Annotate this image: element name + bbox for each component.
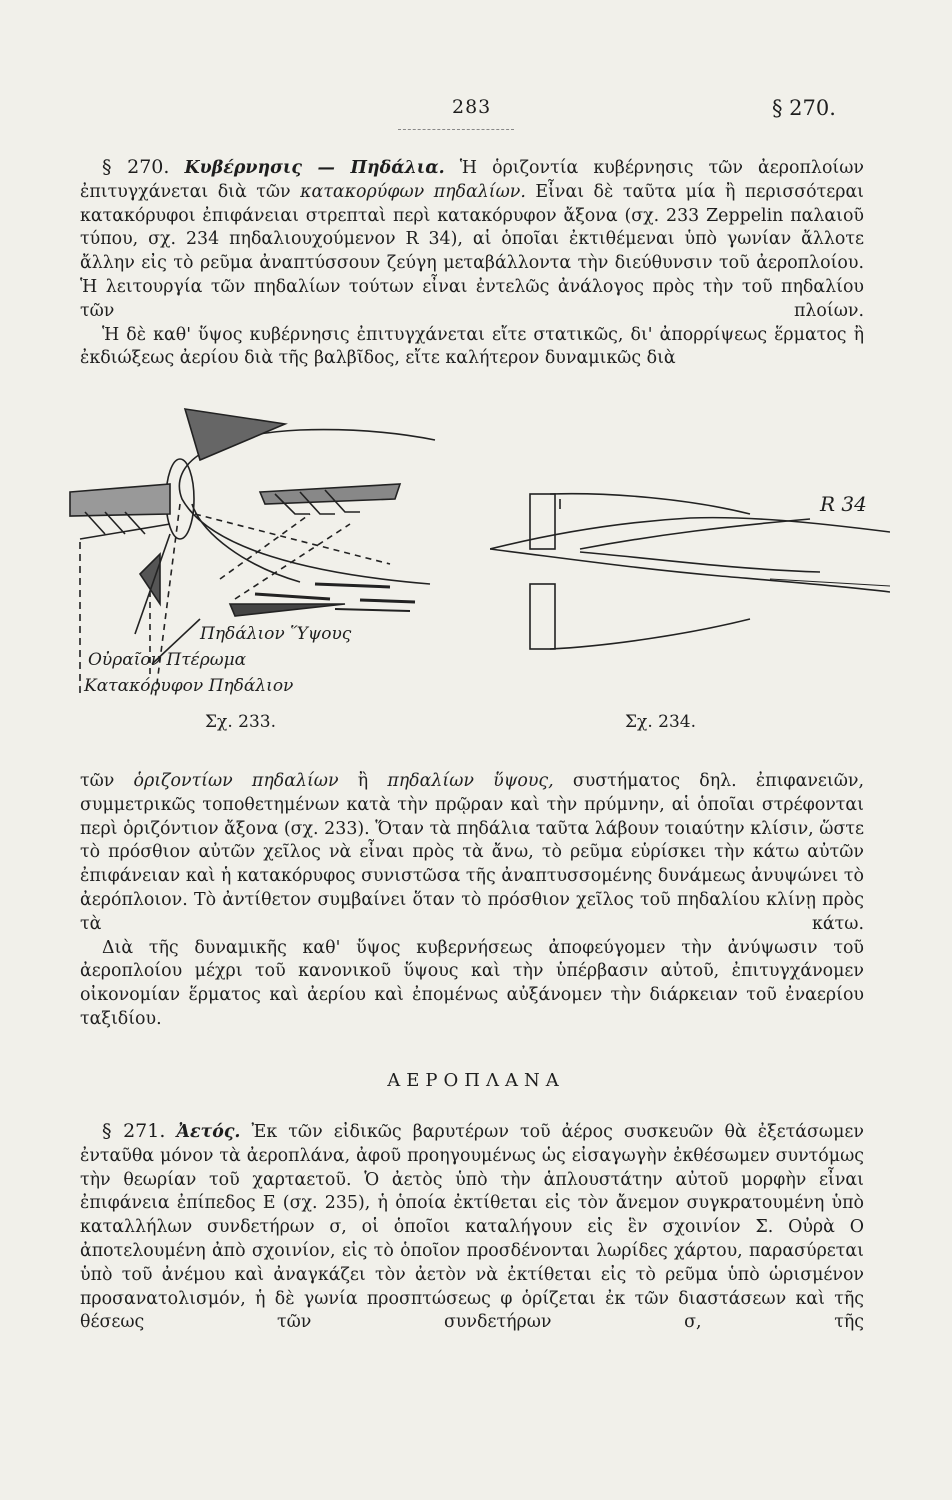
label-elevator: Πηδάλιον Ὕψους [200, 624, 352, 644]
cont-p1-c: συστήματος δηλ. ἐπιφανειῶν, συμμετρικῶς τοποθετημένων κατὰ τὴν πρῷραν καὶ τὴν πρύμνην, αἱ ὁποῖαι στρέφονται περὶ ὁριζόντιον ἄξονα (σχ. 233). Ὅταν τὰ πηδάλια ταῦτα λάβουν τοιαύτην κλίσιν, ὥστε τὸ πρόσθιον αὐτῶν χεῖλος νὰ εἶναι πρὸς τὰ ἄνω, τὸ ρεῦμα εὑρίσκει τὴν κάτω αὐτῶν ἐπιφάνειαν καὶ ἡ κατακόρυφος συνιστῶσα τῆς ἀναπτυσσομένης δυνάμεως ἀνυψώνει τὸ ἀερόπλοιον. Τὸ ἀντίθετον συμβαίνει ὅταν τὸ πρόσθιον χεῖλος τοῦ πηδαλίου κλίνῃ πρὸς τὰ κάτω. [80, 771, 865, 934]
s270-p1-a: Ἡ ὁριζοντία κυβέρνησις τῶν ἀεροπλοίων ἐπιτυγχάνεται διὰ τῶν [80, 158, 864, 202]
figure-233-zeppelin [60, 404, 440, 704]
s270-p2: Ἡ δὲ καθ' ὕψος κυβέρνησις ἐπιτυγχάνεται εἴτε στατικῶς, δι' ἀπορρίψεως ἕρματος ἢ ἐκδιώξεως ἀερίου διὰ τῆς βαλβῖδος, εἴτε καλήτερον δυναμικῶς διὰ [80, 324, 864, 369]
caption-figure-234: Σχ. 234. [625, 712, 696, 732]
section-271-text [80, 1120, 864, 1335]
cont-p1-a: τῶν [80, 771, 115, 791]
continued-paragraph-1 [80, 770, 864, 937]
running-header [0, 96, 952, 136]
section-270-text [80, 156, 864, 371]
section-271-paragraph [80, 1120, 864, 1335]
section-270-paragraph-1 [80, 156, 864, 324]
cont-p1-b: ἢ [357, 771, 369, 791]
cont-p2: Διὰ τῆς δυναμικῆς καθ' ὕψος κυβερνήσεως ἀποφεύγομεν τὴν ἀνύψωσιν τοῦ ἀεροπλοίου μέχρι τοῦ κανονικοῦ ὕψους καὶ τὴν ὑπέρβασιν αὐτοῦ, ἐπιτυγχάνομεν οἰκονομίαν ἕρματος καὶ ἀερίου καὶ ἐπομένως αὐξάνομεν τὴν διάρκειαν τοῦ ἐναερίου ταξιδίου. [80, 937, 864, 1029]
section-270-continued [80, 770, 864, 1032]
section-270-number: § 270. [102, 156, 170, 178]
chapter-heading: ΑΕΡΟΠΛΑΝΑ [387, 1070, 565, 1091]
label-vertical-rudder: Κατακόρυφον Πηδάλιον [84, 676, 294, 696]
cont-p1-italic-1: ὁριζοντίων πηδαλίων [133, 771, 339, 791]
header-section-ref: § 270. [772, 96, 836, 120]
section-271-body: Ἐκ τῶν εἰδικῶς βαρυτέρων τοῦ ἀέρος συσκευῶν θὰ ἐξετάσωμεν ἐνταῦθα μόνον τὰ ἀεροπλάνα, ἀφοῦ προηγουμένως ὡς εἰσαγωγὴν ἐκθέσωμεν συντόμως τὴν θεωρίαν τοῦ χαρταετοῦ. Ὁ ἀετὸς ὑπὸ τὴν ἁπλουστάτην αὐτοῦ μορφὴν εἶναι ἐπιφάνεια ἐπίπεδος Ε (σχ. 235), ἡ ὁποία ἐκτίθεται εἰς τὸν ἄνεμον συγκρατουμένη ὑπὸ καταλλήλων συνδετήρων σ, οἱ ὁποῖοι καταλήγουν εἰς ἓν σχοινίον Σ. Οὐρὰ Ο ἀποτελουμένη ἀπὸ σχοινίον, εἰς τὸ ὁποῖον προσδένονται λωρίδες χάρτου, παρασύρεται ὑπὸ τοῦ ἀνέμου καὶ ἀναγκάζει τὸν ἀετὸν νὰ ἐκτίθεται εἰς τὸ ρεῦμα ὑπὸ ὡρισμένον προσανατολισμόν, ἡ δὲ γωνία προσπτώσεως φ ὁρίζεται ἐκ τῶν διαστάσεων καὶ τῆς θέσεως τῶν συνδετήρων σ, τῆς [80, 1122, 864, 1333]
figure-234-r34 [490, 474, 890, 714]
section-270-paragraph-2 [80, 324, 864, 372]
header-rule [398, 129, 514, 130]
section-271-number: § 271. [102, 1120, 166, 1142]
s270-p1-b: Εἶναι δὲ ταῦτα μία ἢ περισσότεραι κατακόρυφοι ἐπιφάνειαι στρεπταὶ περὶ κατακόρυφον ἄξονα (σχ. 233 Zeppelin παλαιοῦ τύπου, σχ. 234 πηδαλιουχούμενον R 34), αἱ ὁποῖαι ἐκτιθέμεναι ὑπὸ γωνίαν ἄλλοτε ἄλλην εἰς τὸ ρεῦμα ἀναπτύσσουν ζεύγη μεταβάλλοντα τὴν διεύθυνσιν τοῦ ἀεροπλοίου. Ἡ λειτουργία τῶν πηδαλίων τούτων εἶναι ἐντελῶς ἀνάλογος πρὸς τὴν τοῦ πηδαλίου τῶν πλοίων. [80, 181, 865, 321]
cont-p1-italic-2: πηδαλίων ὕψους, [387, 771, 554, 791]
label-r34: R 34 [820, 492, 867, 516]
section-271-title: Ἀετός. [176, 1122, 241, 1142]
figures-row [60, 404, 890, 744]
section-270-title: Κυβέρνησις — Πηδάλια. [184, 158, 445, 178]
caption-figure-233: Σχ. 233. [205, 712, 276, 732]
label-tail-fin: Οὐραῖον Πτέρωμα [88, 650, 247, 670]
page-number: 283 [452, 96, 492, 118]
s270-p1-italic: κατακορύφων πηδαλίων. [300, 181, 526, 202]
continued-paragraph-2 [80, 937, 864, 1032]
